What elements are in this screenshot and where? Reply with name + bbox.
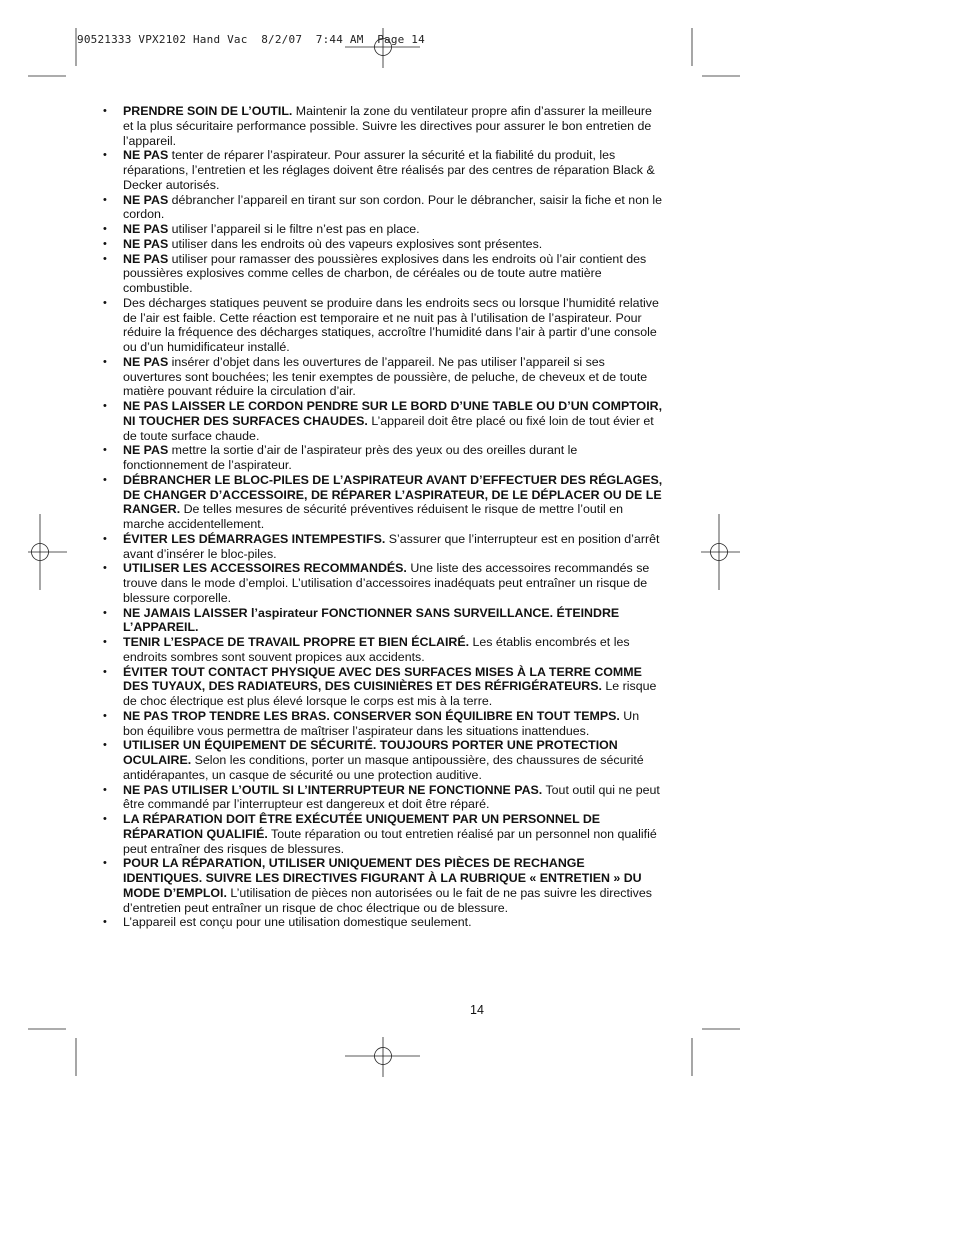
list-item: • NE JAMAIS LAISSER l’aspirateur FONCTIONNER SANS SURVEILLANCE. ÉTEINDRE L’APPAREIL. bbox=[103, 606, 663, 636]
page-number: 14 bbox=[470, 1003, 484, 1017]
list-item: • DÉBRANCHER LE BLOC-PILES DE L’ASPIRATEUR AVANT D’EFFECTUER DES RÉGLAGES, DE CHANGER D’ACCESSOIRE, DE RÉPARER L’ASPIRATEUR, DE LE DÉPLACER OU DE LE RANGER. De telles mesures de sécurité préventives réduisent le risque de mettre l’outil en marche accidentellement. bbox=[103, 473, 663, 532]
bullet-list bbox=[103, 104, 663, 930]
list-item: • NE PAS tenter de réparer l’aspirateur. Pour assurer la sécurité et la fiabilité du produit, les réparations, l’entretien et les réglages doivent être réalisés par des centres de réparation Black & Decker autorisés. bbox=[103, 148, 663, 192]
list-item: • L’appareil est conçu pour une utilisation domestique seulement. bbox=[103, 915, 663, 930]
list-item: • NE PAS utiliser pour ramasser des poussières explosives dans les endroits où l’air contient des poussières explosives comme celles de charbon, de céréales ou de toute autre matière combustible. bbox=[103, 252, 663, 296]
list-item: • POUR LA RÉPARATION, UTILISER UNIQUEMENT DES PIÈCES DE RECHANGE IDENTIQUES. SUIVRE LES DIRECTIVES FIGURANT À LA RUBRIQUE « ENTRETIEN » DU MODE D’EMPLOI. L’utilisation de pièces non autorisées ou le fait de ne pas suivre les directives d’entretien peut entraîner un risque de choc électrique ou de blessure. bbox=[103, 856, 663, 915]
list-item: • NE PAS utiliser l’appareil si le filtre n’est pas en place. bbox=[103, 222, 663, 237]
list-item: • UTILISER LES ACCESSOIRES RECOMMANDÉS. Une liste des accessoires recommandés se trouve dans le mode d’emploi. L’utilisation d’accessoires inadéquats peut entraîner un risque de blessure corporelle. bbox=[103, 561, 663, 605]
list-item: • NE PAS débrancher l’appareil en tirant sur son cordon. Pour le débrancher, saisir la fiche et non le cordon. bbox=[103, 193, 663, 223]
list-item: • ÉVITER TOUT CONTACT PHYSIQUE AVEC DES SURFACES MISES À LA TERRE COMME DES TUYAUX, DES RADIATEURS, DES CUISINIÈRES ET DES RÉFRIGÉRATEURS. Le risque de choc électrique est plus élevé lorsque le corps est mis à la terre. bbox=[103, 665, 663, 709]
list-item: • NE PAS TROP TENDRE LES BRAS. CONSERVER SON ÉQUILIBRE EN TOUT TEMPS. Un bon équilibre vous permettra de maîtriser l’aspirateur dans les situations inattendues. bbox=[103, 709, 663, 739]
printer-slug: 90521333 VPX2102 Hand Vac 8/2/07 7:44 AM Page 14 bbox=[77, 33, 425, 46]
registration-mark-bottom bbox=[345, 1037, 420, 1077]
registration-mark-right bbox=[701, 514, 740, 590]
list-item: • TENIR L’ESPACE DE TRAVAIL PROPRE ET BIEN ÉCLAIRÉ. Les établis encombrés et les endroits sombres sont souvent propices aux accidents. bbox=[103, 635, 663, 665]
list-item: • NE PAS utiliser dans les endroits où des vapeurs explosives sont présentes. bbox=[103, 237, 663, 252]
list-item: • LA RÉPARATION DOIT ÊTRE EXÉCUTÉE UNIQUEMENT PAR UN PERSONNEL DE RÉPARATION QUALIFIÉ. Toute réparation ou tout entretien réalisé par un personnel non qualifié peut entraîner des risques de blessures. bbox=[103, 812, 663, 856]
list-item: • NE PAS LAISSER LE CORDON PENDRE SUR LE BORD D’UNE TABLE OU D’UN COMPTOIR, NI TOUCHER DES SURFACES CHAUDES. L’appareil doit être placé ou fixé loin de tout évier et de toute surface chaude. bbox=[103, 399, 663, 443]
list-item: • ÉVITER LES DÉMARRAGES INTEMPESTIFS. S’assurer que l’interrupteur est en position d’arrêt avant d’insérer le bloc-piles. bbox=[103, 532, 663, 562]
list-item: • Des décharges statiques peuvent se produire dans les endroits secs ou lorsque l’humidité relative de l’air est faible. Cette réaction est temporaire et ne nuit pas à l’utilisation de l’aspirateur. Pour réduire la fréquence des décharges statiques, accroître l’humidité dans l’air à partir d’une console ou d’un humidificateur installé. bbox=[103, 296, 663, 355]
registration-mark-left bbox=[28, 514, 67, 590]
list-item: • NE PAS mettre la sortie d’air de l’aspirateur près des yeux ou des oreilles durant le fonctionnement de l’aspirateur. bbox=[103, 443, 663, 473]
safety-instructions bbox=[103, 104, 663, 930]
registration-mark-top bbox=[345, 28, 420, 68]
list-item: • NE PAS UTILISER L’OUTIL SI L’INTERRUPTEUR NE FONCTIONNE PAS. Tout outil qui ne peut être commandé par l’interrupteur est dangereux et doit être réparé. bbox=[103, 783, 663, 813]
list-item: • NE PAS insérer d’objet dans les ouvertures de l’appareil. Ne pas utiliser l’appareil si ses ouvertures sont bouchées; les tenir exemptes de poussière, de peluche, de cheveux et de toute matière pouvant réduire la circulation d’air. bbox=[103, 355, 663, 399]
list-item: • UTILISER UN ÉQUIPEMENT DE SÉCURITÉ. TOUJOURS PORTER UNE PROTECTION OCULAIRE. Selon les conditions, porter un masque antipoussière, des chaussures de sécurité antidérapantes, un casque de sécurité ou une protection auditive. bbox=[103, 738, 663, 782]
list-item: • PRENDRE SOIN DE L’OUTIL. Maintenir la zone du ventilateur propre afin d’assurer la meilleure et la plus sécuritaire performance possible. Suivre les directives pour assurer le bon entretien de l’appareil. bbox=[103, 104, 663, 148]
